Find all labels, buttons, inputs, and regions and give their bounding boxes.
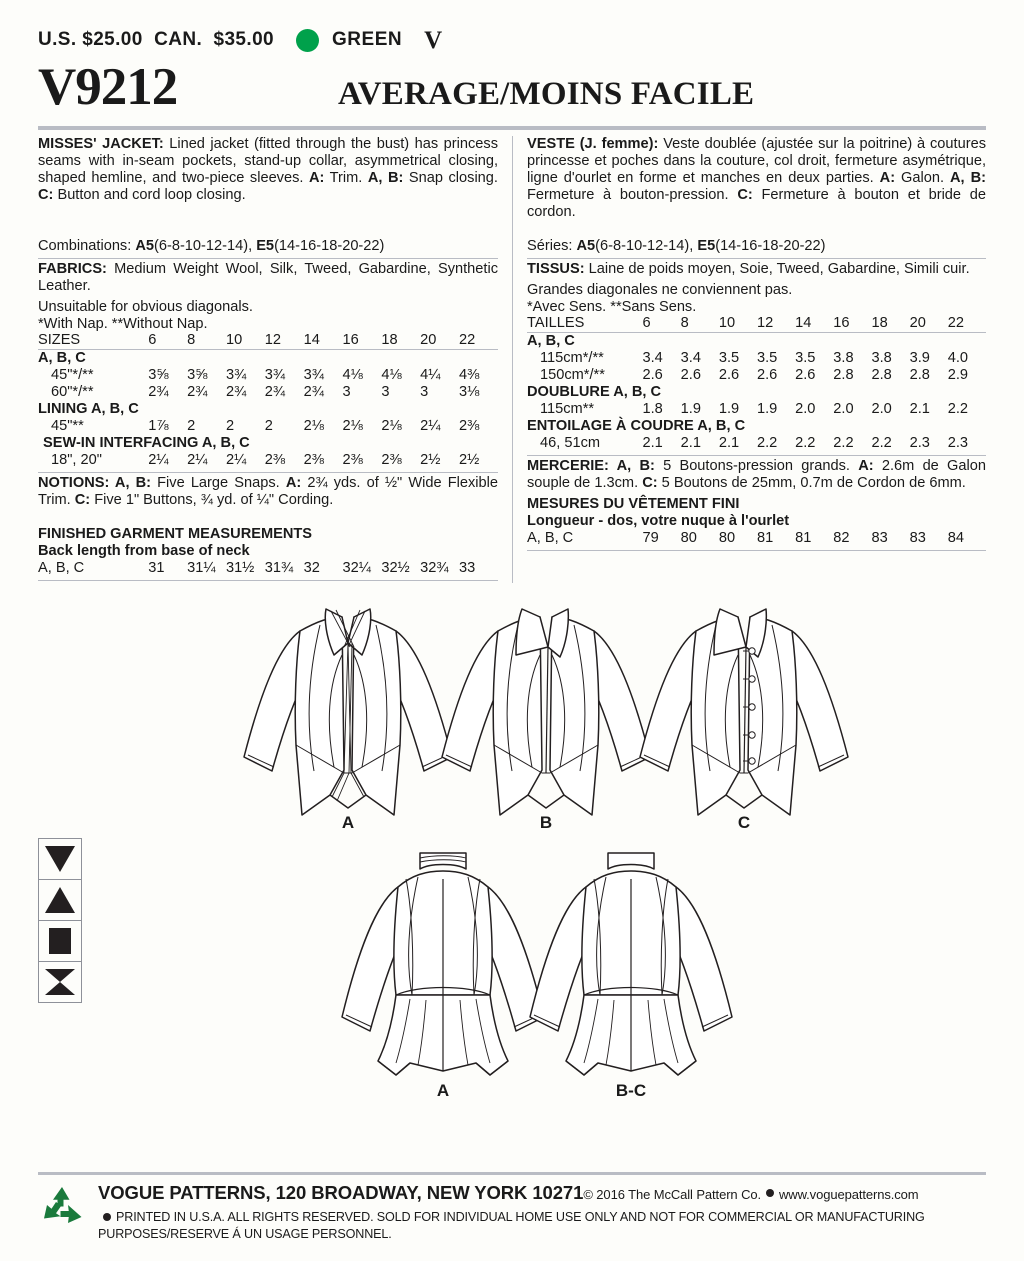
desc-view-c-text: Fermeture à bouton et bride de cordon. xyxy=(527,187,987,220)
cell: 31½ xyxy=(225,560,255,577)
cell: 4¼ xyxy=(420,367,441,384)
table-row xyxy=(38,384,498,401)
cell: 79 xyxy=(642,530,659,547)
cell: 2 xyxy=(225,418,235,435)
fgm-subtitle-english: Back length from base of neck xyxy=(38,543,250,560)
cell: 1.8 xyxy=(642,401,663,418)
size-col: 22 xyxy=(948,315,986,333)
size-col: 18 xyxy=(871,315,909,333)
cell: 2¾ xyxy=(148,384,169,401)
fabrics-label: TISSUS: xyxy=(527,260,585,277)
cell: 2.1 xyxy=(680,435,701,452)
row-label: 150cm*/** xyxy=(540,367,605,384)
table-row xyxy=(527,350,986,367)
lining-header: LINING A, B, C xyxy=(38,401,139,418)
cell: 33 xyxy=(459,560,476,577)
desc-view-a-text: Trim. xyxy=(324,170,368,186)
cell: 2¼ xyxy=(225,452,247,469)
notions-view-ab: A, B: xyxy=(608,458,655,475)
difficulty-glyph-strip xyxy=(38,838,82,1003)
illustration-label-back-a: A xyxy=(436,1081,450,1101)
cell: 2¾ xyxy=(303,384,324,401)
cell: 2⅛ xyxy=(342,418,363,435)
cell: 3¾ xyxy=(264,367,286,384)
cell: 32½ xyxy=(381,560,410,577)
cell: 2 xyxy=(264,418,273,435)
fgm-title-english: FINISHED GARMENT MEASUREMENTS xyxy=(38,526,313,543)
cell: 2.2 xyxy=(795,435,816,452)
illustration-label-back-bc: B-C xyxy=(615,1081,647,1101)
unsuitable-french: Grandes diagonales ne conviennent pas. xyxy=(527,281,793,298)
cell: 2.2 xyxy=(756,435,778,452)
notions-view-a-text: 2.6m de Galon souple de 1.3cm. xyxy=(527,458,986,492)
cell: 3.8 xyxy=(871,350,892,367)
notions-english xyxy=(38,475,498,509)
color-swatch-icon xyxy=(296,29,319,52)
divider xyxy=(38,580,498,581)
cell: 2.3 xyxy=(909,435,930,452)
size-col: 12 xyxy=(757,315,795,333)
cell: 2.6 xyxy=(680,367,701,384)
divider xyxy=(527,258,986,259)
group-row xyxy=(38,401,498,418)
footer-company: VOGUE PATTERNS, 120 BROADWAY, NEW YORK 10271 xyxy=(98,1182,584,1203)
fabrics-french xyxy=(527,261,986,278)
difficulty-level: AVERAGE/MOINS FACILE xyxy=(338,76,755,112)
notions-label: MERCERIE: xyxy=(527,458,609,475)
jacket-illustration-front-c xyxy=(634,595,854,835)
cell: 2.6 xyxy=(756,367,778,384)
cell: 31 xyxy=(148,560,165,577)
sizes-header-row xyxy=(527,315,986,333)
illustration-label-front-b: B xyxy=(539,813,553,833)
color-name: GREEN xyxy=(332,29,403,50)
cell: 2.2 xyxy=(871,435,892,452)
cell: 3 xyxy=(420,384,429,401)
size-col: 6 xyxy=(148,332,187,350)
divider xyxy=(527,455,986,456)
fabrics-english xyxy=(38,261,498,295)
cell: 2.1 xyxy=(642,435,663,452)
vogue-v-logo-icon: V xyxy=(424,26,443,54)
unsuitable-english: Unsuitable for obvious diagonals. xyxy=(38,298,253,315)
cell: 80 xyxy=(680,530,697,547)
desc-view-a: A: xyxy=(879,170,896,186)
cell: 1.9 xyxy=(718,401,740,418)
column-french xyxy=(512,136,986,583)
yardage-table-french xyxy=(527,315,986,452)
footer-website[interactable]: www.voguepatterns.com xyxy=(779,1187,919,1202)
pattern-number: V9212 xyxy=(38,58,178,116)
group-row xyxy=(527,384,986,401)
notions-view-ab-text: 5 Boutons-pression grands. xyxy=(654,458,859,475)
cell: 32¾ xyxy=(420,560,449,577)
cell: 3 xyxy=(381,384,390,401)
table-row xyxy=(38,418,498,435)
cell: 4.0 xyxy=(947,350,969,367)
cell: 2¾ xyxy=(264,384,286,401)
notions-view-ab: A, B: xyxy=(109,475,152,492)
cell: 32¼ xyxy=(342,560,371,577)
cell: 2⅜ xyxy=(342,452,363,469)
cell: 83 xyxy=(909,530,926,547)
cell: 2.2 xyxy=(947,401,969,418)
nap-note-french: *Avec Sens. **Sans Sens. xyxy=(527,298,697,315)
cell: 2.8 xyxy=(871,367,892,384)
footer-company-line xyxy=(98,1182,986,1204)
divider xyxy=(38,258,498,259)
cell: 2.2 xyxy=(833,435,854,452)
cell: 2½ xyxy=(459,452,480,469)
cell: 3.4 xyxy=(680,350,701,367)
desc-view-c-text: Button and cord loop closing. xyxy=(53,187,246,203)
size-col: 16 xyxy=(833,315,871,333)
size-col: 16 xyxy=(342,332,381,350)
desc-view-c: C: xyxy=(38,187,54,203)
cell: 2⅛ xyxy=(303,418,324,435)
desc-view-ab-text: Snap closing. xyxy=(403,170,498,186)
desc-view-ab-text: Fermeture à bouton-pression. xyxy=(527,187,738,203)
cell: 2¼ xyxy=(187,452,208,469)
bowtie-icon xyxy=(45,969,75,995)
cell: 2.6 xyxy=(795,367,816,384)
cell: 31¼ xyxy=(187,560,216,577)
cell: 3 xyxy=(342,384,351,401)
notions-label: NOTIONS: xyxy=(38,475,110,492)
cell: 3¾ xyxy=(303,367,324,384)
glyph-cell xyxy=(39,880,81,921)
table-row xyxy=(38,560,498,577)
combination-e5: E5 xyxy=(697,238,716,254)
jacket-illustration-back-bc xyxy=(526,847,736,1097)
row-label: 45"*/** xyxy=(51,367,94,384)
footer-legal: PRINTED IN U.S.A. ALL RIGHTS RESERVED. SOLD FOR INDIVIDUAL HOME USE ONLY AND NOT FOR COMMERCIAL OR MANUFACTURING PURPOSES/RESERVE Á UN USAGE PERSONNEL. xyxy=(98,1210,925,1241)
description-heading: MISSES' JACKET: xyxy=(38,136,164,152)
triangle-up-icon xyxy=(45,887,75,913)
cell: 4⅜ xyxy=(459,367,480,384)
cell: 2⅜ xyxy=(459,418,480,435)
size-col: 18 xyxy=(381,332,420,350)
price-text: U.S. $25.00 CAN. $35.00 xyxy=(38,29,275,50)
cell: 2.8 xyxy=(909,367,930,384)
notions-view-a-text: 2¾ yds. of ½" Wide Flexible Trim. xyxy=(38,475,498,509)
row-label: 46, 51cm xyxy=(540,435,601,452)
cell: 3.5 xyxy=(718,350,740,367)
combination-e5-sizes: (14-16-18-20-22) xyxy=(715,238,826,254)
fabrics-text: Medium Weight Wool, Silk, Tweed, Gabardine, Synthetic Leather. xyxy=(38,260,498,294)
sizes-header-row xyxy=(38,332,498,350)
group-row xyxy=(38,350,498,368)
cell: 2⅜ xyxy=(264,452,286,469)
row-label: 115cm** xyxy=(540,401,595,418)
cell: 83 xyxy=(871,530,888,547)
cell: 2.1 xyxy=(718,435,740,452)
bullet-icon xyxy=(103,1213,111,1221)
table-row xyxy=(527,530,986,547)
glyph-cell xyxy=(39,839,81,880)
group-label: A, B, C xyxy=(527,333,575,350)
cell: 3.5 xyxy=(756,350,778,367)
illustration-label-front-c: C xyxy=(737,813,751,833)
combinations-english xyxy=(38,238,498,255)
cell: 3.5 xyxy=(795,350,816,367)
size-col: 8 xyxy=(681,315,719,333)
row-label: A, B, C xyxy=(38,560,85,577)
combinations-label: Séries: xyxy=(527,238,577,254)
notions-view-c-text: Five 1" Buttons, ¾ yd. of ¼" Cording. xyxy=(90,492,334,509)
cell: 3.9 xyxy=(909,350,930,367)
sizes-header-label: TAILLES xyxy=(527,315,643,333)
glyph-cell xyxy=(39,921,81,962)
interfacing-header: SEW-IN INTERFACING A, B, C xyxy=(43,435,250,452)
table-row xyxy=(38,367,498,384)
lining-header: DOUBLURE A, B, C xyxy=(527,384,662,401)
nap-note-english: *With Nap. **Without Nap. xyxy=(38,315,208,332)
illustration-label-front-a: A xyxy=(341,813,355,833)
cell: 2.9 xyxy=(947,367,969,384)
desc-view-ab: A, B: xyxy=(367,170,404,186)
description-english xyxy=(38,136,498,204)
cell: 2⅜ xyxy=(303,452,324,469)
desc-view-a: A: xyxy=(308,170,325,186)
cell: 2¾ xyxy=(187,384,208,401)
notions-view-c: C: xyxy=(642,475,658,492)
cell: 1.9 xyxy=(756,401,778,418)
group-label: A, B, C xyxy=(38,350,86,367)
cell: 3¾ xyxy=(225,367,247,384)
cell: 3⅝ xyxy=(148,367,169,384)
notions-view-ab-text: Five Large Snaps. xyxy=(151,475,286,492)
notions-french xyxy=(527,458,986,492)
cell: 3.4 xyxy=(642,350,663,367)
cell: 3⅝ xyxy=(187,367,208,384)
fgm-title-french: MESURES DU VÊTEMENT FINI xyxy=(527,496,740,513)
cell: 2¾ xyxy=(225,384,247,401)
cell: 1⅞ xyxy=(148,418,169,435)
desc-view-c: C: xyxy=(737,187,753,203)
group-row xyxy=(527,333,986,351)
column-english xyxy=(38,136,512,583)
cell: 2.1 xyxy=(909,401,930,418)
illustration-area xyxy=(38,595,986,1115)
cell: 32 xyxy=(303,560,320,577)
fgm-table-french xyxy=(527,530,986,547)
cell: 1.9 xyxy=(680,401,701,418)
glyph-cell xyxy=(39,962,81,1002)
fgm-subtitle-french: Longueur - dos, votre nuque à l'ourlet xyxy=(527,513,790,530)
cell: 4⅛ xyxy=(342,367,363,384)
cell: 2½ xyxy=(420,452,441,469)
description-body: Lined jacket (fitted through the bust) has princess seams with in-seam pockets, stand-up collar, asymmetrical closing, shaped hemline, and two-piece sleeves. xyxy=(38,136,499,186)
cell: 84 xyxy=(947,530,964,547)
combination-a5-sizes: (6-8-10-12-14), xyxy=(154,238,257,254)
row-label: A, B, C xyxy=(527,530,574,547)
size-col: 20 xyxy=(420,332,459,350)
fabrics-label: FABRICS: xyxy=(38,260,107,277)
bullet-icon xyxy=(766,1189,774,1197)
fgm-table-english xyxy=(38,560,498,577)
interfacing-header: ENTOILAGE À COUDRE A, B, C xyxy=(527,418,746,435)
jacket-illustration-front-b xyxy=(436,595,656,835)
fabrics-text: Laine de poids moyen, Soie, Tweed, Gabardine, Simili cuir. xyxy=(584,260,970,277)
combination-e5-sizes: (14-16-18-20-22) xyxy=(274,238,385,254)
combinations-label: Combinations: xyxy=(38,238,136,254)
group-row xyxy=(527,418,986,435)
combination-a5-sizes: (6-8-10-12-14), xyxy=(595,238,698,254)
cell: 2¼ xyxy=(420,418,441,435)
cell: 2.6 xyxy=(642,367,663,384)
combination-a5: A5 xyxy=(576,238,596,254)
title-row xyxy=(38,58,986,117)
cell: 2.8 xyxy=(833,367,854,384)
sizes-header-label: SIZES xyxy=(38,332,148,350)
row-label: 18", 20" xyxy=(51,452,102,469)
description-french xyxy=(527,136,986,221)
group-row xyxy=(38,435,498,452)
notions-view-c: C: xyxy=(74,492,91,509)
footer-legal-line xyxy=(98,1209,986,1243)
cell: 2¼ xyxy=(148,452,169,469)
desc-view-ab: A, B: xyxy=(950,170,986,186)
cell: 2.0 xyxy=(871,401,892,418)
size-col: 6 xyxy=(643,315,681,333)
notions-view-c-text: 5 Boutons de 25mm, 0.7m de Cordon de 6mm. xyxy=(657,475,966,492)
cell: 3⅛ xyxy=(459,384,480,401)
content-columns xyxy=(38,136,986,583)
triangle-down-icon xyxy=(45,846,75,872)
row-label: 45"** xyxy=(51,418,84,435)
size-col: 20 xyxy=(910,315,948,333)
footer-divider xyxy=(38,1172,986,1175)
jacket-illustration-front-a xyxy=(238,595,458,835)
cell: 2.3 xyxy=(947,435,969,452)
table-row xyxy=(527,367,986,384)
footer-copyright: © 2016 The McCall Pattern Co. xyxy=(583,1187,762,1202)
cell: 2.0 xyxy=(833,401,854,418)
table-row xyxy=(527,435,986,452)
cell: 81 xyxy=(795,530,812,547)
cell: 82 xyxy=(833,530,850,547)
jacket-illustration-back-a xyxy=(338,847,548,1097)
cell: 3.8 xyxy=(833,350,854,367)
size-col: 12 xyxy=(265,332,304,350)
description-body: Veste doublée (ajustée sur la poitrine) à coutures princesse et poches dans la couture, col droit, fermeture asymétrique, ligne d'ourlet en forme et manches en deux parties. xyxy=(527,136,986,186)
row-label: 60"*/** xyxy=(51,384,94,401)
cell: 2⅜ xyxy=(381,452,402,469)
size-col: 22 xyxy=(459,332,498,350)
cell: 2.0 xyxy=(795,401,816,418)
recycle-icon xyxy=(38,1184,86,1232)
footer xyxy=(38,1172,986,1243)
yardage-table-english xyxy=(38,332,498,469)
row-label: 115cm*/** xyxy=(540,350,604,367)
table-row xyxy=(38,452,498,469)
notions-view-a: A: xyxy=(858,458,874,475)
size-col: 14 xyxy=(304,332,343,350)
size-col: 14 xyxy=(795,315,833,333)
cell: 2⅛ xyxy=(381,418,402,435)
size-col: 10 xyxy=(226,332,265,350)
cell: 4⅛ xyxy=(381,367,402,384)
cell: 2 xyxy=(187,418,196,435)
table-row xyxy=(527,401,986,418)
cell: 2.6 xyxy=(718,367,740,384)
price-row xyxy=(38,0,986,55)
combination-a5: A5 xyxy=(135,238,154,254)
combinations-french xyxy=(527,238,986,255)
cell: 81 xyxy=(756,530,774,547)
notions-view-a: A: xyxy=(285,475,302,492)
combination-e5: E5 xyxy=(256,238,275,254)
cell: 31¾ xyxy=(264,560,294,577)
header-divider xyxy=(38,126,986,130)
desc-view-a-text: Galon. xyxy=(895,170,951,186)
cell: 80 xyxy=(718,530,736,547)
description-heading: VESTE (J. femme): xyxy=(527,136,659,152)
size-col: 8 xyxy=(187,332,226,350)
divider xyxy=(527,550,986,551)
rectangle-icon xyxy=(49,928,71,954)
size-col: 10 xyxy=(719,315,757,333)
divider xyxy=(38,472,498,473)
